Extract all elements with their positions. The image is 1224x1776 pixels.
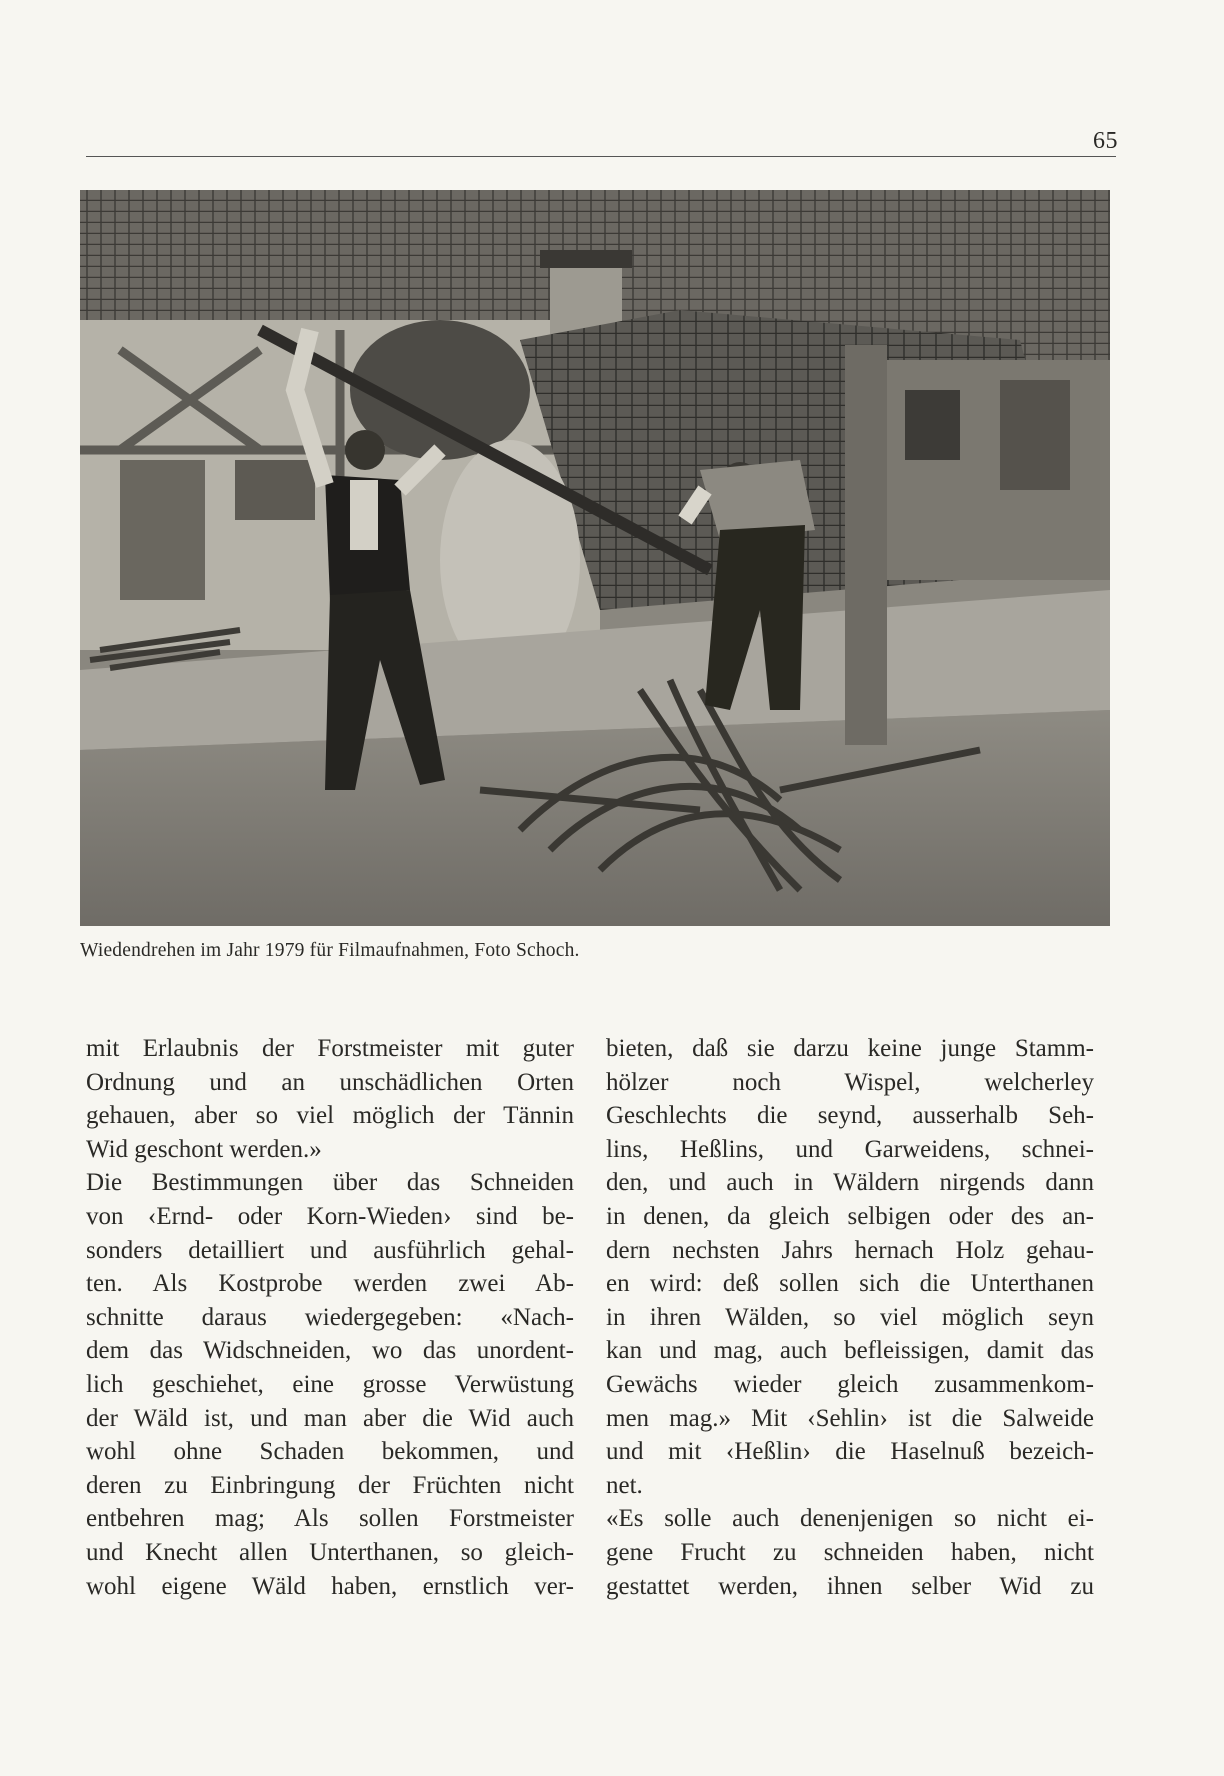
text-line: bieten, daß sie darzu keine junge Stamm- <box>606 1035 1094 1062</box>
text-line: in ihren Wälden, so viel möglich seyn <box>606 1303 1094 1331</box>
text-line: ten. Als Kostprobe werden zwei Ab- <box>86 1270 574 1298</box>
text-line: Gewächs wieder gleich zusammenkom- <box>606 1370 1094 1398</box>
text-column-right <box>606 1032 1094 1603</box>
text-line: men mag.» Mit ‹Sehlin› ist die Salweide <box>606 1404 1094 1432</box>
text-line: Geschlechts die seynd, ausserhalb Seh- <box>606 1102 1094 1130</box>
text-line: hölzer noch Wispel, welcherley <box>606 1068 1094 1096</box>
photo-caption: Wiedendrehen im Jahr 1979 für Filmaufnahmen, Foto Schoch. <box>80 940 580 961</box>
text-line: wohl ohne Schaden bekommen, und <box>86 1438 574 1466</box>
photo-illustration <box>80 190 1110 926</box>
text-line: sonders detailliert und ausführlich gehal- <box>86 1236 574 1264</box>
text-line: entbehren mag; Als sollen Forstmeister <box>86 1505 574 1533</box>
text-line: gestattet werden, ihnen selber Wid zu <box>606 1572 1094 1600</box>
text-line: deren zu Einbringung der Früchten nicht <box>86 1471 574 1499</box>
photograph <box>80 190 1110 926</box>
post <box>845 345 887 745</box>
text-line: und Knecht allen Unterthanen, so gleich- <box>86 1538 574 1566</box>
text-line: Ordnung und an unschädlichen Orten <box>86 1068 574 1096</box>
text-line: en wird: deß sollen sich die Unterthanen <box>606 1270 1094 1298</box>
header-rule <box>86 156 1116 157</box>
text-column-left <box>86 1032 574 1603</box>
text-line: schnitte daraus wiedergegeben: «Nach- <box>86 1303 574 1331</box>
text-line: und mit ‹Heßlin› die Haselnuß bezeich- <box>606 1438 1094 1466</box>
text-line: wohl eigene Wäld haben, ernstlich ver- <box>86 1572 574 1600</box>
text-line: mit Erlaubnis der Forstmeister mit guter <box>86 1035 574 1062</box>
window <box>235 460 315 520</box>
text-line: kan und mag, auch befleissigen, damit das <box>606 1337 1094 1365</box>
text-line: dern nechsten Jahrs hernach Holz gehau- <box>606 1236 1094 1264</box>
text-line: gene Frucht zu schneiden haben, nicht <box>606 1538 1094 1566</box>
door <box>120 460 205 600</box>
text-line: «Es solle auch denenjenigen so nicht ei- <box>606 1505 1094 1533</box>
text-line: Wid geschont werden.» <box>86 1135 322 1163</box>
text-line: den, und auch in Wäldern nirgends dann <box>606 1169 1094 1197</box>
text-line: von ‹Ernd- oder Korn-Wieden› sind be- <box>86 1202 574 1230</box>
text-line: lich geschiehet, eine grosse Verwüstung <box>86 1370 574 1398</box>
text-line: der Wäld ist, und man aber die Wid auch <box>86 1404 574 1432</box>
text-line: net. <box>606 1471 643 1499</box>
text-line: Die Bestimmungen über das Schneiden <box>86 1169 574 1197</box>
page-number: 65 <box>1093 128 1118 154</box>
text-line: gehauen, aber so viel möglich der Tännin <box>86 1102 574 1130</box>
text-line: in denen, da gleich selbigen oder des an- <box>606 1202 1094 1230</box>
text-line: lins, Heßlins, und Garweidens, schnei- <box>606 1135 1094 1163</box>
text-line: dem das Widschneiden, wo das unordent- <box>86 1337 574 1365</box>
